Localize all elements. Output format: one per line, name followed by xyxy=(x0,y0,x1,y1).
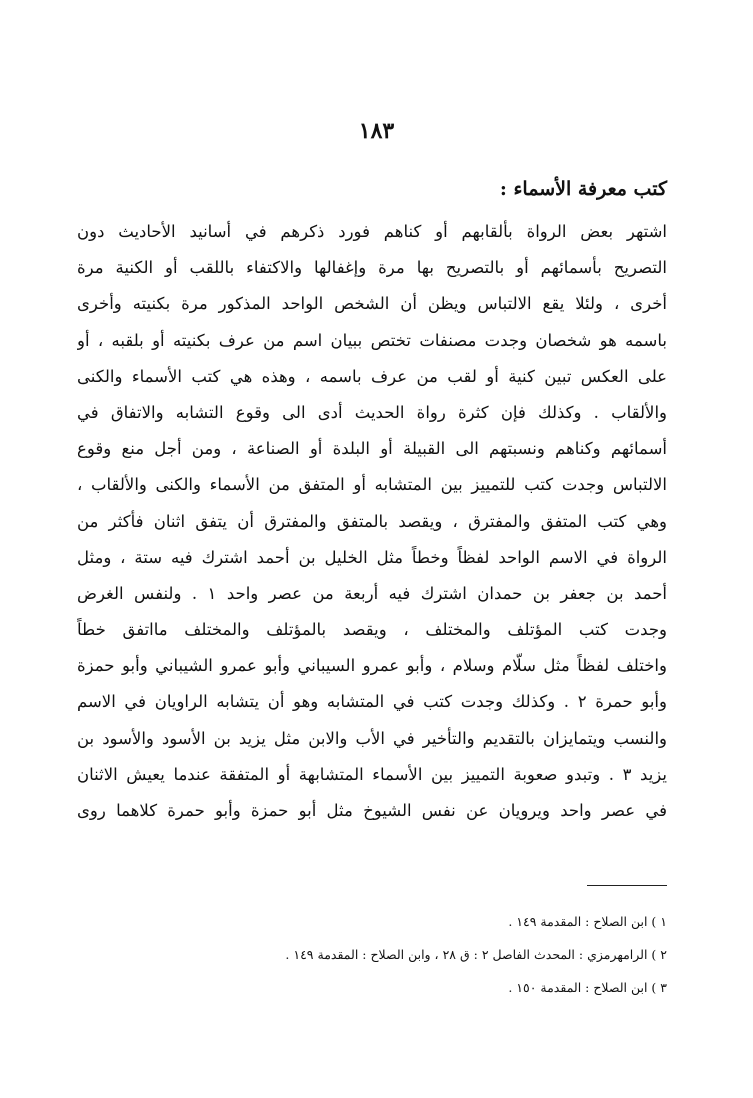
text-line: أحمد بن جعفر بن حمدان اشترك فيه أربعة من عصر واحد ١ . ولنفس الغرض xyxy=(77,583,667,603)
text-line: اشتهر بعض الرواة بألقابهم أو كناهم فورد ذكرهم في أسانيد الأحاديث دون xyxy=(77,222,667,241)
section-heading: كتب معرفة الأسماء : xyxy=(499,178,667,200)
text-line: الالتباس وجدت كتب للتمييز بين المتشابه أو المتفق من الأسماء والكنى والألقاب ، xyxy=(77,475,667,495)
footnotes xyxy=(77,905,667,1004)
text-line: وهي كتب المتفق والمفترق ، ويقصد بالمتفق والمفترق أن يتفق اثنان فأكثر من xyxy=(77,511,667,531)
footnote: ١ ) ابن الصلاح : المقدمة ١٤٩ . xyxy=(508,914,667,929)
page-number: ١٨٣ xyxy=(358,118,395,144)
text-line: واختلف لفظاً مثل سلّام وسلام ، وأبو عمرو السيباني وأبو عمرو الشيباني وأبو حمزة xyxy=(77,656,667,676)
footnote: ٣ ) ابن الصلاح : المقدمة ١٥٠ . xyxy=(508,980,667,995)
text-line: والنسب ويتمايزان بالتقديم والتأخير في الأب والابن مثل يزيد بن الأسود والأسود بن xyxy=(77,728,667,748)
text-line: أسمائهم وكناهم ونسبتهم الى القبيلة أو البلدة أو الصناعة ، ومن أجل منع وقوع xyxy=(77,439,667,459)
text-line: على العكس تبين كنية أو لقب من عرف باسمه ، وهذه هي كتب الأسماء والكنى xyxy=(77,366,667,386)
text-line: الرواة في الاسم الواحد لفظاً وخطاً مثل الخليل بن أحمد اشترك فيه ستة ، ومثل xyxy=(77,547,667,567)
text-line: والألقاب . وكذلك فإن كثرة رواة الحديث أدى الى وقوع التشابه والاتفاق في xyxy=(77,402,667,422)
text-line: التصريح بأسمائهم أو بالتصريح بها مرة وإغفالها والاكتفاء باللقب أو الكنية مرة xyxy=(77,258,667,278)
text-line: يزيد ٣ . وتبدو صعوبة التمييز بين الأسماء المتشابهة أو المتفقة عندما يعيش الاثنان xyxy=(77,764,667,784)
text-line: في عصر واحد ويرويان عن نفس الشيوخ مثل أبو حمزة وأبو حمرة كلاهما روى xyxy=(77,801,667,820)
body-paragraph xyxy=(77,214,667,829)
text-line: وأبو حمرة ٢ . وكذلك وجدت كتب في المتشابه وهو أن يتشابه الراويان في الاسم xyxy=(77,692,667,712)
text-line: باسمه هو شخصان وجدت مصنفات تختص ببيان اسم من عرف بكنيته أو بلقبه ، أو xyxy=(77,330,667,350)
footnote: ٢ ) الرامهرمزي : المحدث الفاصل ٢ : ق ٢٨ ، وابن الصلاح : المقدمة ١٤٩ . xyxy=(285,947,667,962)
footnote-divider xyxy=(587,885,667,886)
text-line: وجدت كتب المؤتلف والمختلف ، ويقصد بالمؤتلف والمختلف مااتفق خطاً xyxy=(77,620,667,640)
text-line: أخرى ، ولئلا يقع الالتباس ويظن أن الشخص الواحد المذكور مرة بكنيته وأخرى xyxy=(77,294,667,314)
